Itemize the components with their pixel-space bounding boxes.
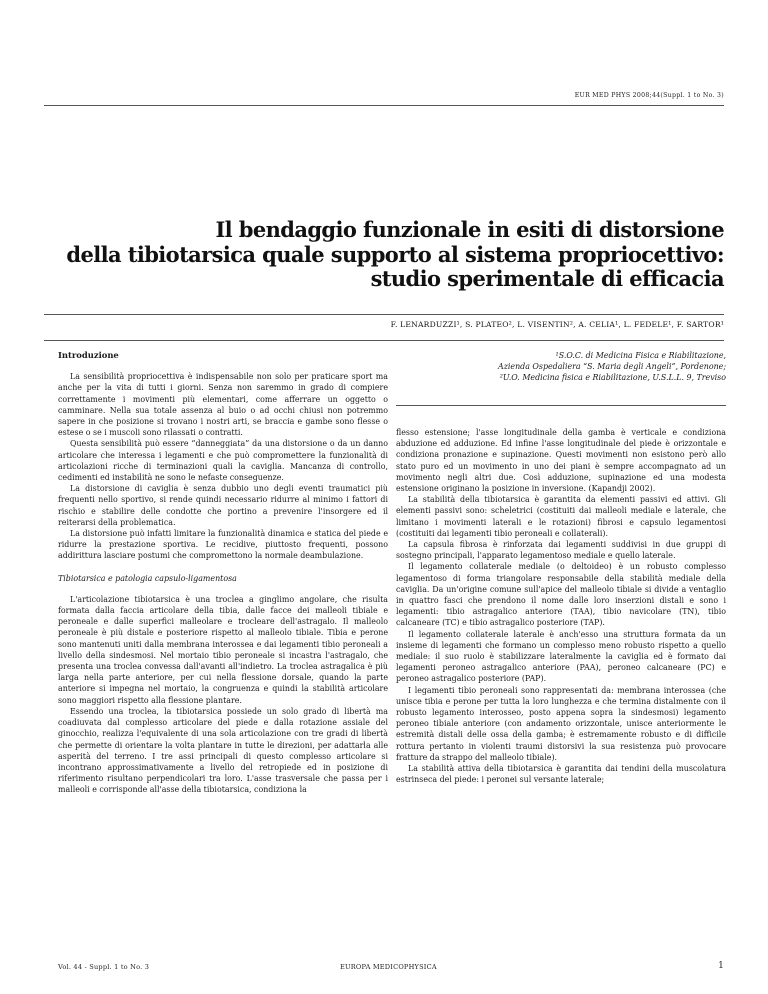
title-line-3: studio sperimentale di efficacia	[370, 266, 724, 291]
paragraph: La stabilità della tibiotarsica è garantita da elementi passivi ed attivi. Gli elementi passivi sono: scheletrici (costituiti dai malleoli mediale e laterale, che limitano i movimenti laterali e le rotazioni) fibrosi e capsulo legamentosi (costituiti dai legamenti tibio peroneali e collaterali).	[396, 495, 726, 538]
paragraph: L'articolazione tibiotarsica è una troclea a ginglimo angolare, che risulta formata dalla faccia articolare della tibia, dalle facce dei malleoli tibiale e peroneale e dalle superfici malleolare e trocleare dell'astragalo. Il malleolo peroneale è più distale e posteriore rispetto al malleolo tibiale. Tibia e perone sono mantenuti uniti dalla membrana interossea e dai legamenti tibio peroneali a livello della sindesmosi. Nel mortaio tibio peroneale si incastra l'astragalo, che presenta una troclea convessa dall'avanti all'indietro. La troclea astragalica è più larga nella parte anteriore, per cui nella flessione dorsale, quando la parte anteriore si impegna nel mortaio, la congruenza e quindi la stabilità articolare sono maggiori rispetto alla flessione plantare.	[58, 594, 388, 705]
paragraph: flesso estensione; l'asse longitudinale della gamba è verticale e condiziona abduzione ed adduzione. Ed infine l'asse longitudinale del piede è orizzontale e condiziona pronazione e supinazione. Questi movimenti non esistono però allo stato puro ed un movimento in uno dei piani è sempre accompagnato ad un movimento negli altri due. Così adduzione, supinazione ed una modesta estensione originano la posizione in inversione. (Kapandji 2002).	[396, 428, 726, 494]
paragraph: La sensibilità propriocettiva è indispensabile non solo per praticare sport ma anche per la vita di tutti i giorni. Senza non saremmo in grado di compiere correttamente i movimenti più elementari, come afferrare un oggetto o camminare. Nella sua totale assenza al buio o ad occhi chiusi non potremmo sapere in che posizione si trovano i nostri arti, se braccia e gambe sono flesse o estese o se i muscoli sono rilassati o contratti.	[58, 372, 388, 438]
affiliation-line: ²U.O. Medicina fisica e Riabilitazione, U.S.L.L. 9, Treviso	[499, 373, 726, 382]
footer-journal: EUROPA MEDICOPHYSICA	[340, 963, 437, 971]
affiliation-line: Azienda Ospedaliera “S. Maria degli Angeli”, Pordenone;	[498, 362, 726, 371]
title-line-2: della tibiotarsica quale supporto al sistema propriocettivo:	[66, 241, 724, 267]
left-column	[58, 350, 388, 796]
affiliation-line: ¹S.O.C. di Medicina Fisica e Riabilitazione,	[555, 351, 726, 360]
running-head: EUR MED PHYS 2008;44(Suppl. 1 to No. 3)	[574, 92, 724, 99]
paragraph: Il legamento collaterale mediale (o deltoideo) è un robusto complesso legamentoso di forma triangolare responsabile della stabilità mediale della caviglia. Da un'origine comune sull'apice del malleolo tibiale si divide a ventaglio in quattro fasci che prendono il nome dalle loro inserzioni distali e sono i legamenti: tibio astragalico anteriore (TAA), tibio navicolare (TN), tibio calcaneare (TC) e tibio astragalico posteriore (TAP).	[396, 562, 726, 628]
paragraph: La distorsione di caviglia è senza dubbio uno degli eventi traumatici più frequenti nello sportivo, si rende quindi necessario ridurre al minimo i fattori di rischio e stabilire delle condotte che portino a prevenire l'insorgere ed il reiterarsi della problematica.	[58, 484, 388, 527]
top-rule	[44, 105, 724, 106]
article-title	[66, 218, 724, 292]
paragraph: La capsula fibrosa è rinforzata dai legamenti suddivisi in due gruppi di sostegno principali, l'apparato legamentoso mediale e quello laterale.	[396, 540, 726, 561]
title-rule	[44, 314, 724, 315]
paragraph: Il legamento collaterale laterale è anch'esso una struttura formata da un insieme di legamenti che formano un complesso meno robusto rispetto a quello mediale: il suo ruolo è stabilizzare lateralmente la caviglia ed è formato dai legamenti peroneo astragalico anteriore (PAA), peroneo calcaneare (PC) e peroneo astragalico posteriore (PAP).	[396, 629, 726, 684]
paragraph: La distorsione può infatti limitare la funzionalità dinamica e statica del piede e ridurre la prestazione sportiva. Le recidive, piuttosto frequenti, possono addirittura lasciare postumi che compromettono la normale deambulazione.	[58, 529, 388, 561]
page-number: 1	[718, 961, 724, 971]
paragraph: Essendo una troclea, la tibiotarsica possiede un solo grado di libertà ma coadiuvata dal complesso articolare del piede e dalla rotazione assiale del ginocchio, realizza l'equivalente di una sola articolazione con tre gradi di libertà che permette di orientare la volta plantare in tutte le direzioni, per adattarla alle asperità del terreno. I tre assi principali di questo complesso articolare si incontrano approssimativamente a livello del retropiede ed in posizione di riferimento risultano perpendicolari tra loro. L'asse trasversale che passa per i malleoli e corrisponde all'asse della tibiotarsica, condiziona la	[58, 706, 388, 795]
author-rule	[44, 340, 724, 341]
paragraph: I legamenti tibio peroneali sono rappresentati da: membrana interossea (che unisce tibia e perone per tutta la loro lunghezza e che termina distalmente con il robusto legamento interosseo, posto appena sopra la sindesmosi) legamento peroneo tibiale anteriore (con andamento orizzontale, unisce anteriormente le estremità distali delle ossa della gamba; è estremamente robusto e di difficile rottura pertanto in violenti traumi distorsivi la sua resistenza può provocare fratture da strappo del malleolo tibiale).	[396, 685, 726, 762]
section-subheading: Tibiotarsica e patologia capsulo-ligamentosa	[58, 573, 237, 583]
affiliations	[396, 350, 726, 383]
section-heading-introduction: Introduzione	[58, 350, 119, 360]
author-list: F. LENARDUZZI¹, S. PLATEO², L. VISENTIN², A. CELIA¹, L. FEDELE¹, F. SARTOR¹	[390, 320, 724, 329]
affiliation-rule	[396, 405, 726, 406]
paragraph: La stabilità attiva della tibiotarsica è garantita dai tendini della muscolatura estrinseca del piede: i peronei sul versante laterale;	[396, 764, 726, 785]
right-column	[396, 350, 726, 786]
paragraph: Questa sensibilità può essere “danneggiata” da una distorsione o da un danno articolare che interessa i legamenti e che può compromettere la funzionalità di articolazioni ricche di terminazioni quali la caviglia. Mancanza di controllo, cedimenti ed instabilità ne sono le nefaste conseguenze.	[58, 439, 388, 483]
footer-volume: Vol. 44 - Suppl. 1 to No. 3	[58, 963, 150, 971]
title-line-1: Il bendaggio funzionale in esiti di distorsione	[215, 217, 724, 242]
